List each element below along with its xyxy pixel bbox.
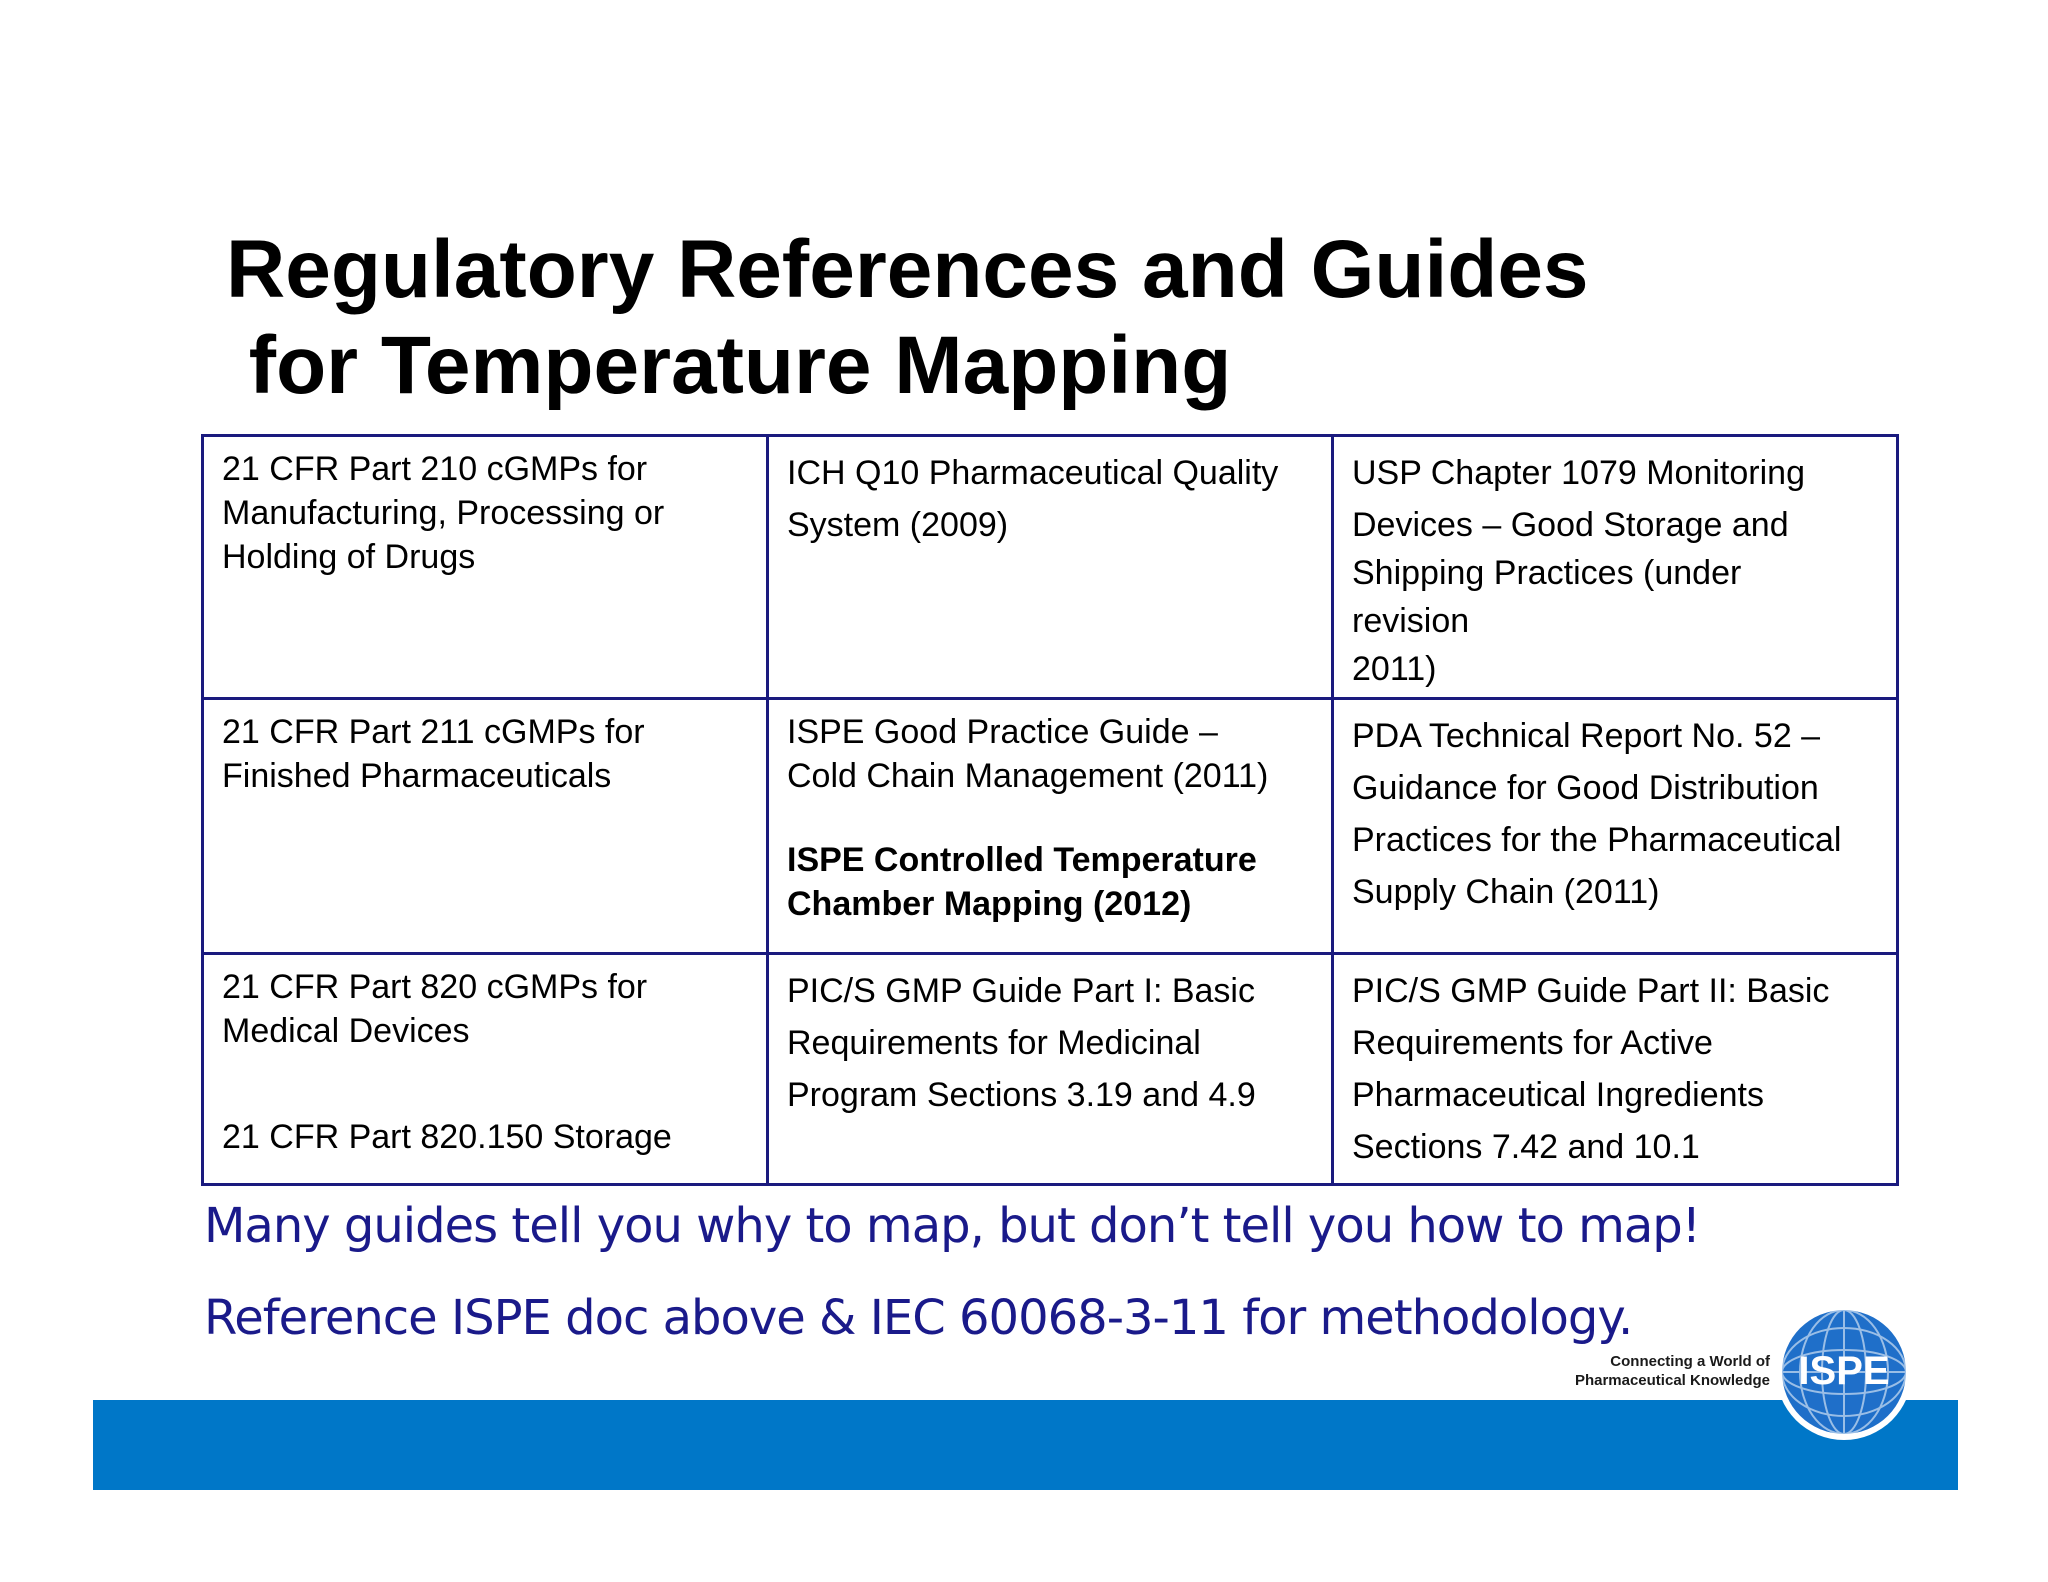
- table-cell-ich-q10: [768, 436, 1333, 699]
- table-row: [203, 699, 1898, 954]
- table-cell-21cfr211: [203, 699, 768, 954]
- cell-line: ICH Q10 Pharmaceutical Quality: [787, 454, 1279, 492]
- ispe-tagline: [1500, 1352, 1770, 1390]
- cell-line: revision: [1352, 602, 1470, 640]
- cell-line: 21 CFR Part 210 cGMPs for: [222, 450, 648, 488]
- cell-line-bold: ISPE Controlled Temperature: [787, 841, 1257, 879]
- footer-bar: [93, 1400, 1958, 1490]
- ispe-globe-logo-icon: [1774, 1302, 1914, 1442]
- table-row: [203, 954, 1898, 1185]
- cell-line: Pharmaceutical Ingredients: [1352, 1076, 1765, 1114]
- cell-line: Guidance for Good Distribution: [1352, 769, 1819, 807]
- table-cell-21cfr820: [203, 954, 768, 1185]
- cell-line: Requirements for Active: [1352, 1024, 1713, 1062]
- cell-line: Supply Chain (2011): [1352, 873, 1660, 911]
- note-methodology-reference: Reference ISPE doc above & IEC 60068-3-11 for methodology.: [204, 1290, 1633, 1346]
- table-cell-ispe-guides: [768, 699, 1333, 954]
- cell-line-bold: Chamber Mapping (2012): [787, 885, 1192, 923]
- cell-line: ISPE Good Practice Guide –: [787, 713, 1218, 751]
- cell-line: Holding of Drugs: [222, 538, 476, 576]
- cell-line: Medical Devices: [222, 1012, 470, 1050]
- cell-line: Shipping Practices (under: [1352, 554, 1742, 592]
- logo-text: ISPE: [1798, 1349, 1890, 1393]
- cell-line: 21 CFR Part 820.150 Storage: [222, 1118, 672, 1156]
- cell-line: Practices for the Pharmaceutical: [1352, 821, 1842, 859]
- table-cell-usp-1079: [1333, 436, 1898, 699]
- cell-spacer: [787, 798, 1313, 838]
- slide-title: [226, 222, 1589, 414]
- table-cell-pics-part2: [1333, 954, 1898, 1185]
- table-cell-21cfr210: [203, 436, 768, 699]
- cell-line: PIC/S GMP Guide Part II: Basic: [1352, 972, 1830, 1010]
- slide-title-line-2: for Temperature Mapping: [226, 320, 1232, 411]
- cell-line: 2011): [1352, 650, 1437, 688]
- tagline-line-2: Pharmaceutical Knowledge: [1574, 1372, 1770, 1389]
- note-why-to-map: Many guides tell you why to map, but don’t tell you how to map!: [204, 1198, 1701, 1254]
- cell-line: Program Sections 3.19 and 4.9: [787, 1076, 1256, 1114]
- cell-line: Manufacturing, Processing or: [222, 494, 665, 532]
- table-row: [203, 436, 1898, 699]
- cell-line: Requirements for Medicinal: [787, 1024, 1201, 1062]
- cell-line: Finished Pharmaceuticals: [222, 757, 612, 795]
- cell-line: PDA Technical Report No. 52 –: [1352, 717, 1821, 755]
- table-cell-pics-part1: [768, 954, 1333, 1185]
- references-table: [201, 434, 1899, 1186]
- cell-line: USP Chapter 1079 Monitoring: [1352, 454, 1805, 492]
- cell-line: System (2009): [787, 506, 1009, 544]
- cell-line: 21 CFR Part 211 cGMPs for: [222, 713, 645, 751]
- cell-line: Sections 7.42 and 10.1: [1352, 1128, 1700, 1166]
- cell-line: Devices – Good Storage and: [1352, 506, 1789, 544]
- table-cell-pda-tr52: [1333, 699, 1898, 954]
- cell-line: Cold Chain Management (2011): [787, 757, 1269, 795]
- tagline-line-1: Connecting a World of: [1610, 1353, 1770, 1370]
- cell-line: 21 CFR Part 820 cGMPs for: [222, 968, 648, 1006]
- slide-title-line-1: Regulatory References and Guides: [226, 224, 1589, 315]
- cell-line: PIC/S GMP Guide Part I: Basic: [787, 972, 1255, 1010]
- cell-spacer: [222, 1053, 748, 1115]
